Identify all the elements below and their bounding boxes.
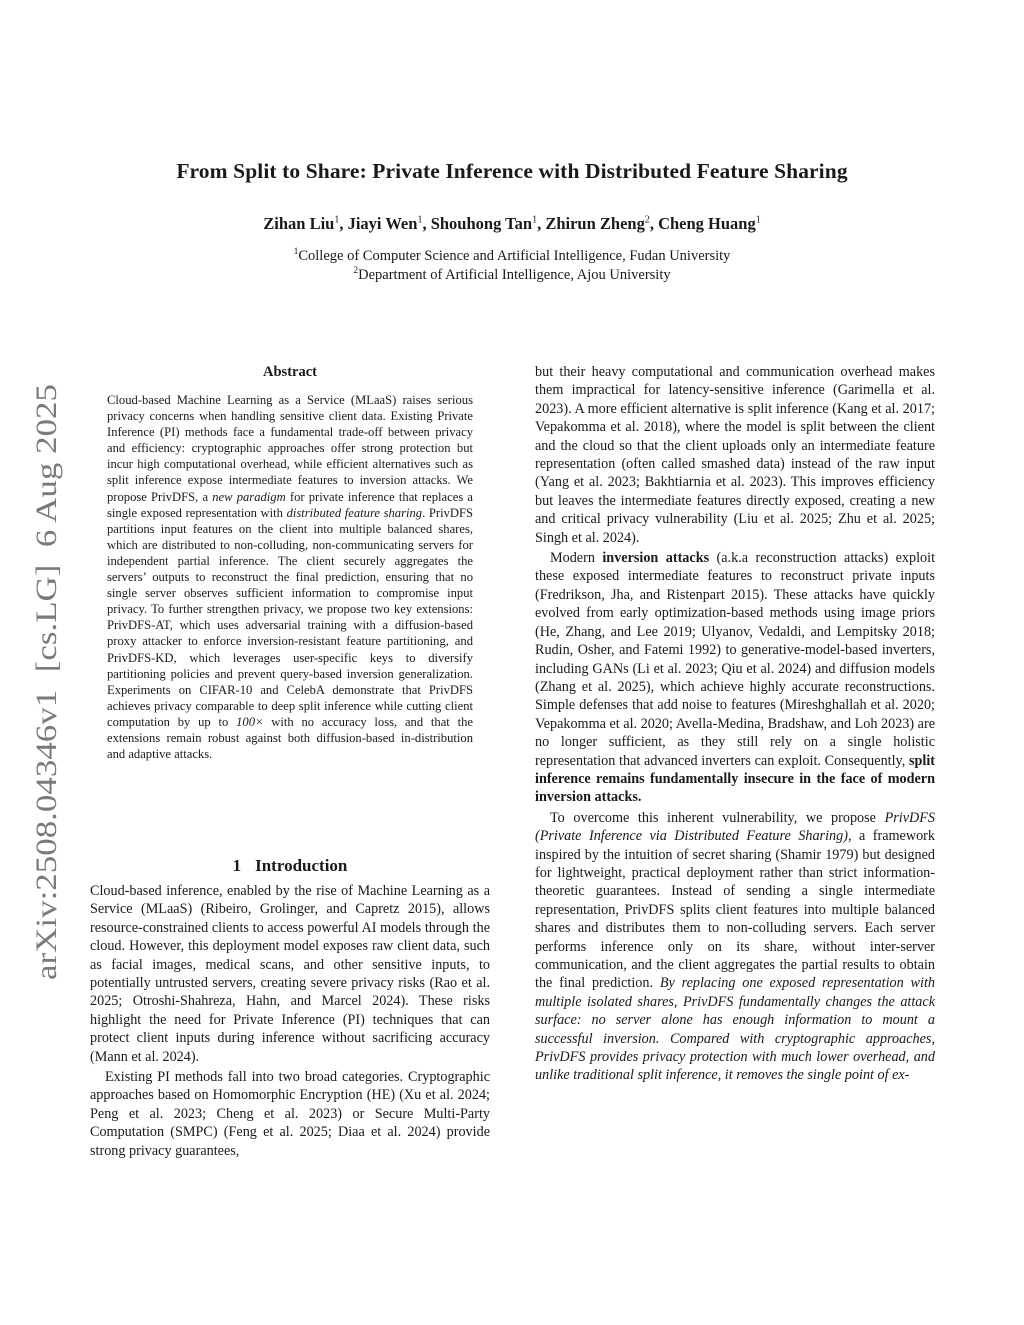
left-column-body — [90, 882, 490, 1160]
paragraph: Existing PI methods fall into two broad categories. Cryptographic approaches based on Homomorphic Encryption (HE) (Xu et al. 2024; Peng et al. 2023; Cheng et al. 2023) or Secure Multi-Party Computation (SMPC) (Feng et al. 2025; Diaa et al. 2024) provide strong privacy guarantees, — [90, 1069, 490, 1159]
affiliation-text: College of Computer Science and Artificial Intelligence, Fudan University — [298, 247, 731, 264]
paragraph — [535, 809, 935, 1085]
right-column-body — [535, 363, 935, 1085]
paper-title: From Split to Share: Private Inference with Distributed Feature Sharing — [176, 159, 848, 183]
author-list: Zihan Liu$^1$, Jiayi Wen$^1$, Shouhong Tan$^1$, Zhirun Zheng$^2$, Cheng Huang$^1$ — [263, 214, 761, 233]
paragraph-text: (a.k.a reconstruction attacks) exploit these exposed intermediate features to reconstruct private inputs (Fredrikson, Jha, and Ristenpart 2015). These attacks have quickly evolved from early optimization-based methods using image priors (He, Zhang, and Lee 2019; Ulyanov, Vedaldi, and Lempitsky 2018; Rudin, Osher, and Fatemi 1992) to generative-model-based inverters, including GANs (Li et al. 2023; Qiu et al. 2024) and diffusion models (Zhang et al. 2025), which achieve highly accurate reconstructions. Simple defenses that add noise to features (Mireshghallah et al. 2020; Vepakomma et al. 2020; Avella-Medina, Bradshaw, and Loh 2023) are no longer sufficient, as they still rely on a single holistic representation that advanced inverters can exploit. Consequently, — [535, 550, 936, 769]
bold-claim: split inference remains fundamentally insecure in the face of modern inversion attacks. — [535, 752, 935, 806]
arxiv-stamp-text: arXiv:2508.04346v1 [cs.LG] 6 Aug 2025 — [31, 476, 63, 980]
affiliation-number: 1 — [293, 247, 299, 257]
paragraph — [535, 549, 935, 807]
affiliation — [0, 247, 1024, 265]
section-heading — [90, 856, 490, 876]
abstract-text: Cloud-based Machine Learning as a Service (MLaaS) raises serious privacy concerns when handling sensitive client data. Existing Private Inference (PI) methods face a fundamental trade-off between privacy and efficiency: cryptographic approaches offer strong protection but incur high computational overhead, while efficient alternatives such as split inference expose intermediate features to inversion attacks. We propose PrivDFS, a — [107, 393, 473, 504]
section-number: 1 — [232, 856, 242, 875]
author-name: Zihan Liu — [263, 214, 335, 233]
abstract-text: . PrivDFS partitions input features on the client into multiple balanced shares, which are distributed to non-colluding, non-communicating servers for independent partial inference. The client securely aggregates the servers’ outputs to reconstruct the final prediction, ensuring that no single server observes sufficient information to compromise input privacy. To further strengthen privacy, we propose two key extensions: PrivDFS-AT, which uses adversarial training with a diffusion-based proxy attacker to enforce inversion-resistant feature partitioning, and PrivDFS-KD, which leverages user-specific keys to diversify partitioning policies and prevent query-based inversion generalization. Experiments on CIFAR-10 and CelebA demonstrate that PrivDFS achieves privacy comparable to deep split inference while cutting client computation by up to — [107, 505, 473, 729]
affiliation — [0, 266, 1024, 284]
author-name: Cheng Huang — [658, 214, 756, 233]
bold-term: inversion attacks — [602, 550, 710, 567]
abstract-emphasis: distributed feature sharing — [286, 505, 423, 520]
paragraph-text: To overcome this inherent vulnerability, we propose — [550, 809, 885, 826]
author-aff: 1 — [755, 214, 761, 226]
paragraph-text: , a framework inspired by the intuition of secret sharing (Shamir 1979) but designed for lightweight, practical deployment rather than strict information-theoretic guarantees. Instead of sending a single intermediate representation, PrivDFS splits client features into multiple balanced shares and distributes them to non-colluding servers. Each server performs inference only on its share, without inter-server communication, and the client aggregates the partial results to obtain the final prediction. — [535, 828, 935, 992]
paragraph-text: Modern — [550, 550, 603, 567]
abstract-emphasis: 100× — [236, 714, 264, 729]
abstract-text: for private inference that replaces a single exposed representation with — [107, 489, 473, 520]
paragraph: but their heavy computational and communication overhead makes them impractical for latency-sensitive inference (Garimella et al. 2023). A more efficient alternative is split inference (Kang et al. 2017; Vepakomma et al. 2018), where the model is split between the client and the cloud so that the client uploads only an intermediate feature representation (often called smashed data) instead of the raw input (Yang et al. 2023; Bakhtiarnia et al. 2023). This improves efficiency but leaves the intermediate features directly exposed, creating a new and critical privacy vulnerability (Liu et al. 2025; Zhu et al. 2025; Singh et al. 2024). — [535, 364, 935, 546]
abstract-emphasis: new paradigm — [212, 489, 286, 504]
author-name: Shouhong Tan — [430, 214, 533, 233]
affiliation-number: 2 — [353, 266, 359, 276]
author-aff: 1 — [417, 214, 423, 226]
affiliation-text: Department of Artificial Intelligence, Ajou University — [358, 266, 671, 283]
author-name: Jiayi Wen — [347, 214, 418, 233]
abstract-text: with no accuracy loss, and that the extensions remain robust against both diffusion-based in-distribution and adaptive attacks. — [107, 714, 473, 762]
italic-term: PrivDFS (Private Inference via Distributed Feature Sharing) — [535, 809, 935, 845]
abstract-heading: Abstract — [263, 364, 317, 380]
section-title: Introduction — [255, 856, 348, 875]
abstract-body — [107, 392, 473, 762]
author-name: Zhirun Zheng — [545, 214, 645, 233]
paragraph: Cloud-based inference, enabled by the rise of Machine Learning as a Service (MLaaS) (Ribeiro, Grolinger, and Capretz 2015), allows resource-constrained clients to access powerful AI models through the cloud. However, this deployment model exposes raw client data, such as facial images, medical scans, and other sensitive inputs, to potentially untrusted servers, creating severe privacy risks (Rao et al. 2025; Otroshi-Shahreza, Hahn, and Marcel 2024). These risks highlight the need for Private Inference (PI) techniques that can protect client inputs during inference without sacrificing accuracy (Mann et al. 2024). — [90, 883, 490, 1065]
author-aff: 1 — [334, 214, 340, 226]
author-aff: 2 — [644, 214, 650, 226]
arxiv-stamp — [12, 382, 72, 982]
italic-claim: By replacing one exposed representation with multiple isolated shares, PrivDFS fundamentally changes the attack surface: no server alone has enough information to mount a successful inversion. Compared with cryptographic approaches, PrivDFS provides privacy protection with much lower overhead, and unlike traditional split inference, it removes the single point of ex- — [535, 975, 935, 1084]
author-aff: 1 — [532, 214, 538, 226]
